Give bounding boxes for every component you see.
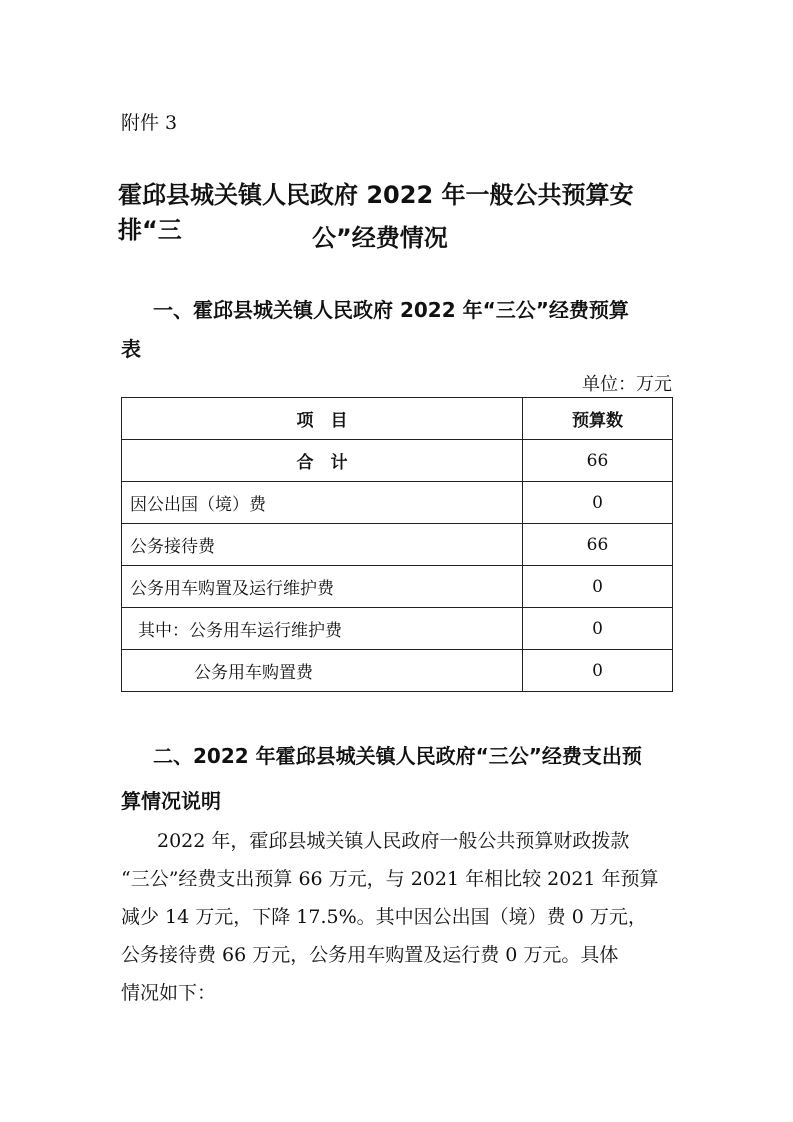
- row-value: 66: [523, 524, 673, 566]
- row-label: 其中：公务用车运行维护费: [122, 608, 523, 650]
- paragraph-line: 情况如下：: [121, 982, 217, 1004]
- paragraph-line: 2022 年，霍邱县城关镇人民政府一般公共预算财政拨款: [157, 830, 630, 852]
- unit-label: 单位：万元: [582, 374, 672, 395]
- document-title-line2: 公”经费情况: [312, 224, 448, 252]
- explanation-paragraph: [121, 822, 673, 1012]
- row-value: 0: [523, 608, 673, 650]
- section2-heading-line1: 二、2022 年霍邱县城关镇人民政府“三公”经费支出预: [153, 744, 642, 768]
- row-value: 0: [523, 650, 673, 692]
- section2-heading-line2: 算情况说明: [121, 789, 221, 813]
- row-value: 0: [523, 482, 673, 524]
- paragraph-line: 公务接待费 66 万元，公务用车购置及运行费 0 万元。具体: [121, 944, 619, 966]
- table-header-row: [122, 398, 673, 440]
- header-item: 项 目: [122, 398, 523, 440]
- table-row: [122, 440, 673, 482]
- table-row: [122, 650, 673, 692]
- table-row: [122, 482, 673, 524]
- table-row: [122, 608, 673, 650]
- row-label: 公务接待费: [122, 524, 523, 566]
- budget-table: [121, 397, 673, 692]
- row-label: 因公出国（境）费: [122, 482, 523, 524]
- section1-heading-line2: 表: [121, 337, 141, 361]
- table-row: [122, 566, 673, 608]
- document-title-line1: 霍邱县城关镇人民政府 2022 年一般公共预算安排“三: [118, 181, 634, 244]
- attachment-label: 附件 3: [121, 112, 178, 134]
- header-value: 预算数: [523, 398, 673, 440]
- row-label: 公务用车购置及运行维护费: [122, 566, 523, 608]
- row-label: 公务用车购置费: [122, 650, 523, 692]
- paragraph-line: “三公”经费支出预算 66 万元，与 2021 年相比较 2021 年预算: [121, 868, 659, 890]
- table-row: [122, 524, 673, 566]
- section1-heading-line1: 一、霍邱县城关镇人民政府 2022 年“三公”经费预算: [153, 298, 629, 322]
- row-value: 0: [523, 566, 673, 608]
- row-value: 66: [523, 440, 673, 482]
- paragraph-line: 减少 14 万元，下降 17.5%。其中因公出国（境）费 0 万元，: [121, 906, 647, 928]
- row-label: 合 计: [122, 440, 523, 482]
